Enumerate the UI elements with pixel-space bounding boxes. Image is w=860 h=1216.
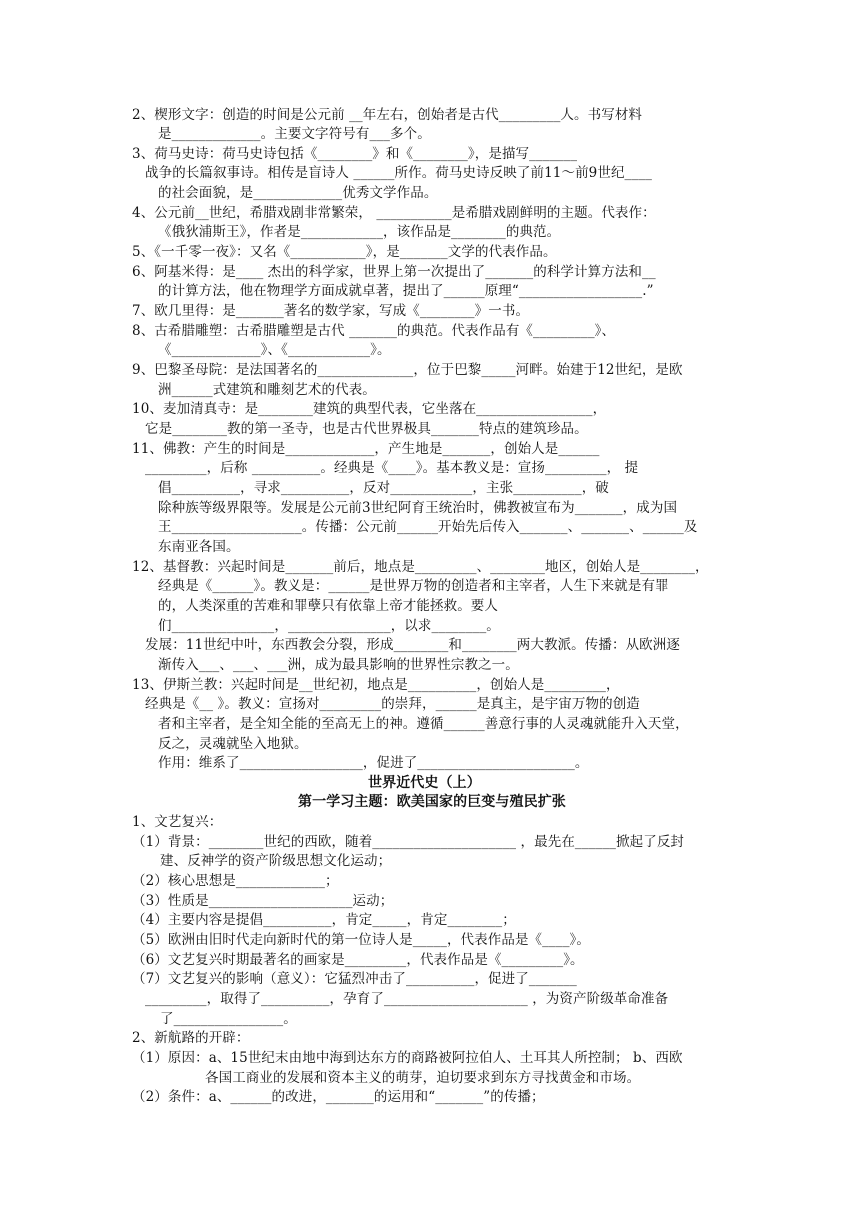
text-line: 10、麦加清真寺：是________建筑的典型代表，它坐落在_________________， (132, 401, 607, 417)
text-line: 们_______________，_______________，以求________。 (158, 618, 500, 634)
text-line: 4、公元前__世纪，希腊戏剧非常繁荣， ___________是希腊戏剧鲜明的主题。代表作： (132, 205, 656, 221)
text-line: 战争的长篇叙事诗。相传是盲诗人 ______所作。荷马史诗反映了前11～前9世纪____ (145, 165, 652, 181)
text-line: 倡__________，寻求__________，反对____________，主张__________，破 (158, 480, 609, 496)
text-line: 1、文艺复兴： (132, 814, 223, 830)
text-line: 建、反神学的资产阶级思想文化运动； (160, 853, 392, 869)
text-line: （2）核心思想是_____________； (132, 873, 339, 889)
text-line: （7）文艺复兴的影响（意义）：它猛烈冲击了__________，促进了_______ (132, 971, 577, 987)
text-line: 2、新航路的开辟： (132, 1030, 250, 1046)
text-line: 8、古希腊雕塑：古希腊雕塑是古代 _______的典范。代表作品有《_________》、 (132, 323, 616, 339)
text-line: 王___________________。传播：公元前______开始先后传入_______、_______、______及 (158, 519, 698, 535)
text-line: 是_____________。主要文字符号有___多个。 (158, 126, 431, 142)
text-line: 东南亚各国。 (158, 539, 240, 555)
text-line: 作用：维系了__________________，促进了_______________________。 (158, 755, 589, 771)
text-line: _________，后称 __________。经典是《____》。基本教义是：宣扬_________， 提 (145, 460, 639, 476)
text-line: 7、欧几里得：是_______著名的数学家，写成《________》一书。 (132, 303, 530, 319)
text-line: 《俄狄浦斯王》，作者是____________，该作品是________的典范。 (158, 224, 561, 240)
text-line: （5）欧洲由旧时代走向新时代的第一位诗人是_____，代表作品是《____》。 (132, 932, 590, 948)
text-line: 渐传入___、___、___洲，成为最具影响的世界性宗教之一。 (158, 657, 519, 673)
text-line: （6）文艺复兴时期最著名的画家是_________，代表作品是《_________》。 (132, 952, 584, 968)
text-line: （2）条件：a、______的改进，_______的运用和“_______”的传播； (132, 1089, 545, 1105)
section-title: 世界近代史（上） (368, 775, 481, 791)
text-line: 反之，灵魂就坠入地狱。 (158, 736, 308, 752)
text-line: （4）主要内容是提倡__________，肯定_____，肯定________； (132, 912, 516, 928)
text-line: 洲______式建筑和雕刻艺术的代表。 (158, 382, 376, 398)
text-line: 12、基督教：兴起时间是_______前后，地点是_________、________地区，创始人是________， (132, 559, 709, 575)
text-line: 除种族等级界限等。发展是公元前3世纪阿育王统治时，佛教被宣布为_______，成为国 (158, 500, 678, 516)
text-line: 经典是《______》。教义是：______是世界万物的创造者和主宰者，人生下来就是有罪 (158, 578, 669, 594)
text-line: _________，取得了__________，孕育了_____________________ ，为资产阶级革命准备 (145, 991, 669, 1007)
text-line: 2、楔形文字：创造的时间是公元前 __年左右，创始者是古代_________人。书写材料 (132, 107, 643, 123)
text-line: 经典是《__ 》。教义：宣扬对_________的崇拜，______是真主，是宇宙万物的创造 (145, 696, 640, 712)
text-line: 《_____________》、《____________》。 (158, 342, 391, 358)
text-line: 者和主宰者，是全知全能的至高无上的神。遵循______善意行事的人灵魂就能升入天堂， (158, 716, 689, 732)
text-line: 的，人类深重的苦难和罪孽只有依靠上帝才能拯救。要人 (158, 598, 498, 614)
subsection-title: 第一学习主题：欧美国家的巨变与殖民扩张 (298, 794, 566, 810)
text-line: 发展：11世纪中叶，东西教会分裂，形成________和________两大教派。传播：从欧洲逐 (145, 637, 680, 653)
text-line: 9、巴黎圣母院：是法国著名的______________，位于巴黎_____河畔。始建于12世纪，是欧 (132, 362, 683, 378)
text-line: 的计算方法，他在物理学方面成就卓著，提出了______原理“__________________.” (158, 283, 654, 299)
text-line: 了________________。 (160, 1011, 297, 1027)
text-line: 各国工商业的发展和资本主义的萌芽，迫切要求到东方寻找黄金和市场。 (205, 1070, 641, 1086)
text-line: 13、伊斯兰教：兴起时间是__世纪初，地点是__________，创始人是_________， (132, 677, 620, 693)
text-line: （3）性质是_____________________运动； (132, 893, 394, 909)
text-line: （1）原因：a、15世纪末由地中海到达东方的商路被阿拉伯人、土耳其人所控制； b、西欧 (132, 1050, 683, 1066)
text-line: 11、佛教：产生的时间是_____________，产生地是_______，创始人是______ (132, 441, 600, 457)
text-line: 的社会面貌，是_____________优秀文学作品。 (158, 185, 438, 201)
text-line: 它是________教的第一圣寺，也是古代世界极具_______特点的建筑珍品。 (145, 421, 588, 437)
text-line: （1）背景：________世纪的西欧，随着_____________________ ，最先在______掀起了反封 (132, 834, 685, 850)
text-line: 5、《一千零一夜》：又名《___________》，是_______文学的代表作品。 (132, 244, 557, 260)
text-line: 6、阿基米得：是____ 杰出的科学家，世界上第一次提出了_______的科学计算方法和__ (132, 264, 656, 280)
text-line: 3、荷马史诗：荷马史诗包括《________》和《________》，是描写_______ (132, 146, 578, 162)
